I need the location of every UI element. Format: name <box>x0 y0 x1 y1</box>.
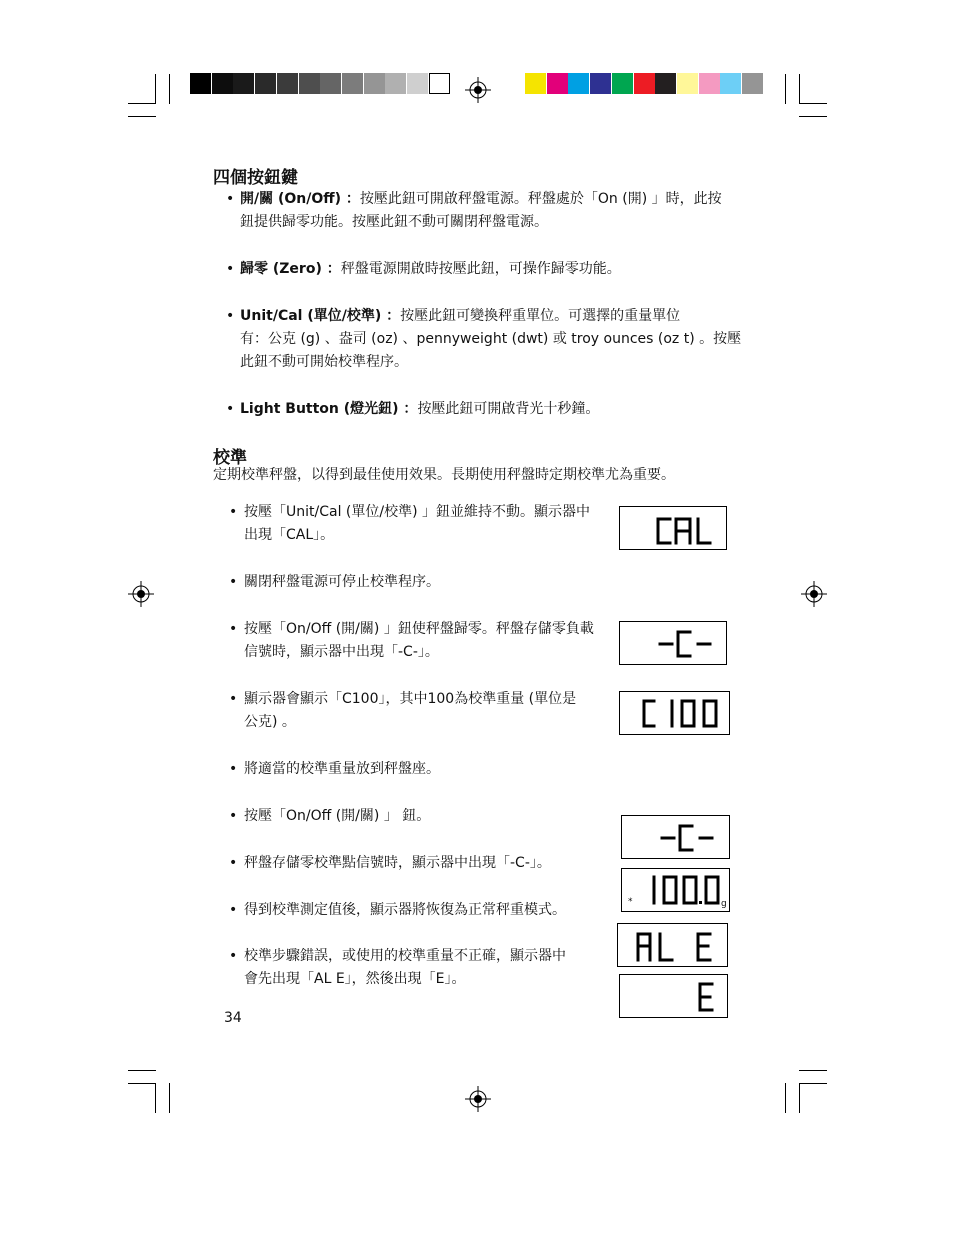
step-text: 按壓「Unit/Cal (單位/校準) 」鈕並維持不動。顯示器中 <box>244 504 590 520</box>
step-text: 秤盤存儲零校準點信號時，顯示器中出現「-C-」。 <box>244 855 551 871</box>
step-text: 得到校準測定值後，顯示器將恢復為正常秤重模式。 <box>244 902 566 918</box>
item-text: 按壓此鈕可變換秤重單位。可選擇的重量單位 <box>400 308 681 324</box>
color-swatch <box>699 73 720 94</box>
color-swatch <box>720 73 741 94</box>
bullet: • <box>229 855 238 871</box>
bullet: • <box>229 808 238 824</box>
gray-swatch <box>342 73 363 94</box>
bullet: • <box>229 761 238 777</box>
lcd-dash-c2-text <box>622 816 729 858</box>
color-swatch <box>568 73 589 94</box>
bullet: • <box>226 261 235 277</box>
registration-target-bottom-icon <box>465 1086 491 1112</box>
color-swatch <box>655 73 676 94</box>
step-text: 按壓「On/Off (開/關) 」鈕使秤盤歸零。秤盤存儲零負載 <box>244 621 594 637</box>
color-swatch <box>677 73 698 94</box>
item-text: 按壓此鈕可開啟秤盤電源。秤盤處於「On (開) 」時，此按 <box>359 191 722 207</box>
registration-target-right-icon <box>801 581 827 607</box>
item-label: Unit/Cal (單位/校準) ： <box>240 308 401 324</box>
lcd-reading-star: * <box>628 897 633 907</box>
step-text: 會先出現「AL E」，然後出現「E」。 <box>244 971 466 987</box>
page-number: 34 <box>224 1010 242 1026</box>
gray-swatch <box>407 73 428 94</box>
gray-swatch <box>364 73 385 94</box>
bullet: • <box>226 401 235 417</box>
gray-swatch <box>212 73 233 94</box>
bullet: • <box>229 574 238 590</box>
bullet: • <box>226 191 235 207</box>
registration-target-left-icon <box>128 581 154 607</box>
step-text: 按壓「On/Off (開/關) 」 鈕。 <box>244 808 431 824</box>
bullet: • <box>229 621 238 637</box>
lcd-reading-unit: g <box>721 899 727 909</box>
lcd-cal-text <box>620 507 726 549</box>
lcd-al-e-text <box>618 924 727 966</box>
step-text: 關閉秤盤電源可停止校準程序。 <box>244 574 440 590</box>
color-swatch <box>612 73 633 94</box>
lcd-display-al-e <box>617 923 728 967</box>
lcd-c100-text <box>620 692 729 734</box>
bullet: • <box>229 948 238 964</box>
item-label: 開/關 (On/Off) ： <box>240 191 360 207</box>
lcd-display-dash-c <box>619 621 727 665</box>
section-title-calibration: 校準 <box>213 448 247 468</box>
registration-target-top-icon <box>465 77 491 103</box>
lcd-display-cal <box>619 506 727 550</box>
item-text: 鈕提供歸零功能。按壓此鈕不動可關閉秤盤電源。 <box>240 214 548 230</box>
step-text: 將適當的校準重量放到秤盤座。 <box>244 761 440 777</box>
step-text: 出現「CAL」。 <box>244 527 335 543</box>
color-swatch <box>590 73 611 94</box>
item-text: 秤盤電源開啟時按壓此鈕，可操作歸零功能。 <box>340 261 621 277</box>
section-title-buttons: 四個按鈕鍵 <box>213 168 298 188</box>
lcd-dash-c-text <box>620 622 726 664</box>
item-text: 按壓此鈕可開啟背光十秒鐘。 <box>417 401 600 417</box>
gray-swatch <box>190 73 211 94</box>
gray-swatch <box>320 73 341 94</box>
bullet: • <box>229 691 238 707</box>
item-label: 歸零 (Zero) ： <box>240 261 341 277</box>
bullet: • <box>229 504 238 520</box>
bullet: • <box>229 902 238 918</box>
step-text: 校準步驟錯誤，或使用的校準重量不正確，顯示器中 <box>244 948 566 964</box>
lcd-display-c100 <box>619 691 730 735</box>
color-swatch <box>547 73 568 94</box>
gray-swatch <box>299 73 320 94</box>
gray-swatch <box>429 73 450 94</box>
gray-swatch <box>277 73 298 94</box>
item-text: 有：公克 (g) 、盎司 (oz) 、pennyweight (dwt) 或 troy ounces (oz t) 。按壓 <box>240 331 742 347</box>
lcd-display-reading <box>621 868 730 912</box>
lcd-display-e <box>619 974 728 1018</box>
bullet: • <box>226 308 235 324</box>
lcd-reading-text <box>622 869 729 911</box>
color-swatch <box>525 73 546 94</box>
item-label: Light Button (燈光鈕) ： <box>240 401 418 417</box>
calibration-intro: 定期校準秤盤，以得到最佳使用效果。長期使用秤盤時定期校準尤為重要。 <box>213 467 675 483</box>
lcd-e-text <box>620 975 727 1017</box>
gray-swatch <box>385 73 406 94</box>
gray-swatch <box>255 73 276 94</box>
step-text: 信號時，顯示器中出現「-C-」。 <box>244 644 439 660</box>
gray-swatch <box>233 73 254 94</box>
color-swatch <box>742 73 763 94</box>
step-text: 公克) 。 <box>244 714 296 730</box>
step-text: 顯示器會顯示「C100」，其中100為校準重量 (單位是 <box>244 691 577 707</box>
lcd-display-dash-c-2 <box>621 815 730 859</box>
item-text: 此鈕不動可開始校準程序。 <box>240 354 408 370</box>
color-swatch <box>634 73 655 94</box>
